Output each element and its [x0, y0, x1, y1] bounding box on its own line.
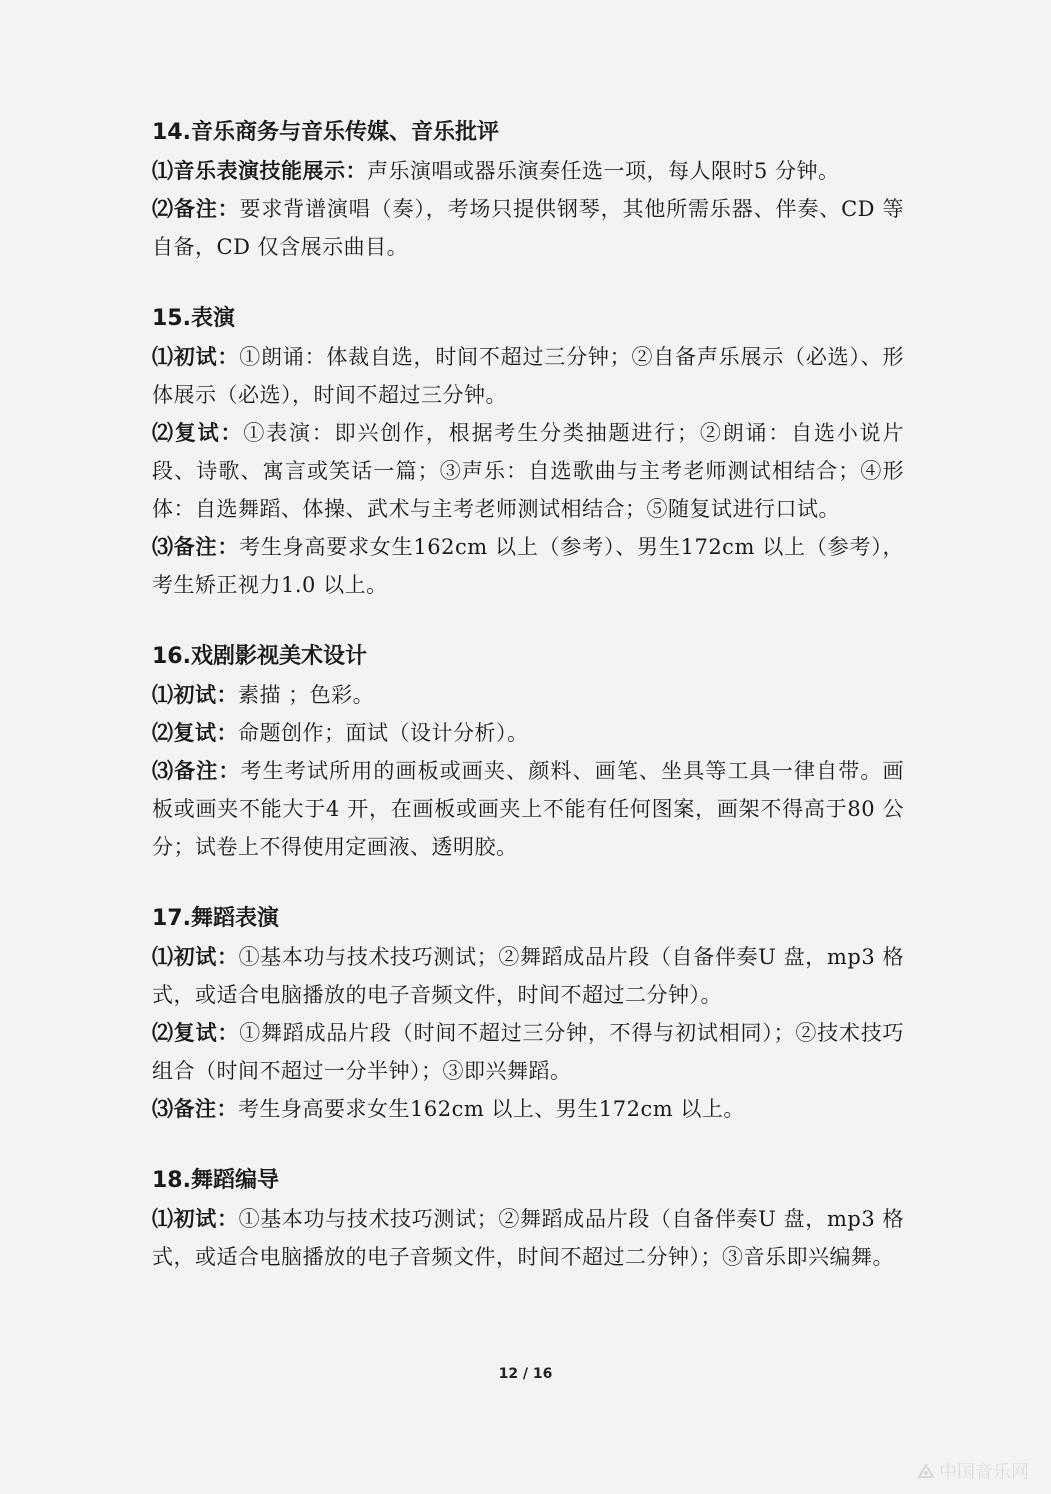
section-item — [152, 1014, 904, 1090]
document-content — [152, 114, 904, 1310]
section-item — [152, 190, 904, 266]
item-label: ⑴初试： — [152, 345, 240, 369]
section-15 — [152, 300, 904, 604]
watermark — [917, 1458, 1029, 1484]
section-item — [152, 1090, 904, 1128]
item-text: ①基本功与技术技巧测试；②舞蹈成品片段（自备伴奏U 盘，mp3 格式，或适合电脑播放的电子音频文件，时间不超过二分钟）；③音乐即兴编舞。 — [152, 1207, 904, 1269]
section-item — [152, 938, 904, 1014]
item-label: ⑶备注： — [152, 1097, 238, 1121]
item-text: 声乐演唱或器乐演奏任选一项，每人限时5 分钟。 — [367, 159, 840, 183]
section-16 — [152, 638, 904, 866]
item-text: ①朗诵：体裁自选，时间不超过三分钟；②自备声乐展示（必选）、形体展示（必选），时间不超过三分钟。 — [152, 345, 905, 407]
logo-icon — [917, 1463, 935, 1479]
item-label: ⑴初试： — [152, 945, 239, 969]
item-text: 考生身高要求女生162cm 以上、男生172cm 以上。 — [238, 1097, 745, 1121]
item-label: ⑵备注： — [152, 197, 240, 221]
section-item — [152, 714, 904, 752]
item-label: ⑵复试： — [152, 421, 244, 445]
section-14 — [152, 114, 904, 266]
item-text: ①基本功与技术技巧测试；②舞蹈成品片段（自备伴奏U 盘，mp3 格式，或适合电脑播放的电子音频文件，时间不超过二分钟）。 — [152, 945, 904, 1007]
item-label: ⑴初试： — [152, 1207, 239, 1231]
item-label: ⑵复试： — [152, 1021, 240, 1045]
item-label: ⑴音乐表演技能展示： — [152, 159, 367, 183]
section-item — [152, 528, 904, 604]
section-item — [152, 152, 904, 190]
item-text: ①表演：即兴创作，根据考生分类抽题进行；②朗诵：自选小说片段、诗歌、寓言或笑话一篇；③声乐：自选歌曲与主考老师测试相结合；④形体：自选舞蹈、体操、武术与主考老师测试相结合；⑤随复试进行口试。 — [152, 421, 904, 521]
section-item — [152, 752, 904, 866]
item-label: ⑶备注： — [152, 535, 240, 559]
section-heading: 14.音乐商务与音乐传媒、音乐批评 — [152, 120, 499, 145]
section-heading: 18.舞蹈编导 — [152, 1168, 279, 1193]
page-number: 12 / 16 — [498, 1366, 553, 1382]
item-label: ⑵复试： — [152, 721, 238, 745]
item-text: ①舞蹈成品片段（时间不超过三分钟，不得与初试相同）；②技术技巧组合（时间不超过一分半钟）；③即兴舞蹈。 — [152, 1021, 905, 1083]
item-label: ⑶备注： — [152, 759, 241, 783]
item-text: 要求背谱演唱（奏），考场只提供钢琴，其他所需乐器、伴奏、CD 等自备，CD 仅含展示曲目。 — [152, 197, 905, 259]
item-text: 考生身高要求女生162cm 以上（参考）、男生172cm 以上（参考），考生矫正视力1.0 以上。 — [152, 535, 904, 597]
item-label: ⑴初试： — [152, 683, 238, 707]
section-item — [152, 414, 904, 528]
section-item — [152, 338, 904, 414]
section-17 — [152, 900, 904, 1128]
item-text: 考生考试所用的画板或画夹、颜料、画笔、坐具等工具一律自带。画板或画夹不能大于4 开，在画板或画夹上不能有任何图案，画架不得高于80 公分；试卷上不得使用定画液、透明胶。 — [152, 759, 904, 859]
section-heading: 16.戏剧影视美术设计 — [152, 644, 367, 669]
section-item — [152, 1200, 904, 1276]
item-text: 命题创作；面试（设计分析）。 — [238, 721, 529, 745]
watermark-text: 中国音乐网 — [939, 1462, 1029, 1483]
item-text: 素描 ；色彩。 — [238, 683, 375, 707]
section-item — [152, 676, 904, 714]
section-heading: 15.表演 — [152, 306, 235, 331]
section-18 — [152, 1162, 904, 1276]
section-heading: 17.舞蹈表演 — [152, 906, 279, 931]
